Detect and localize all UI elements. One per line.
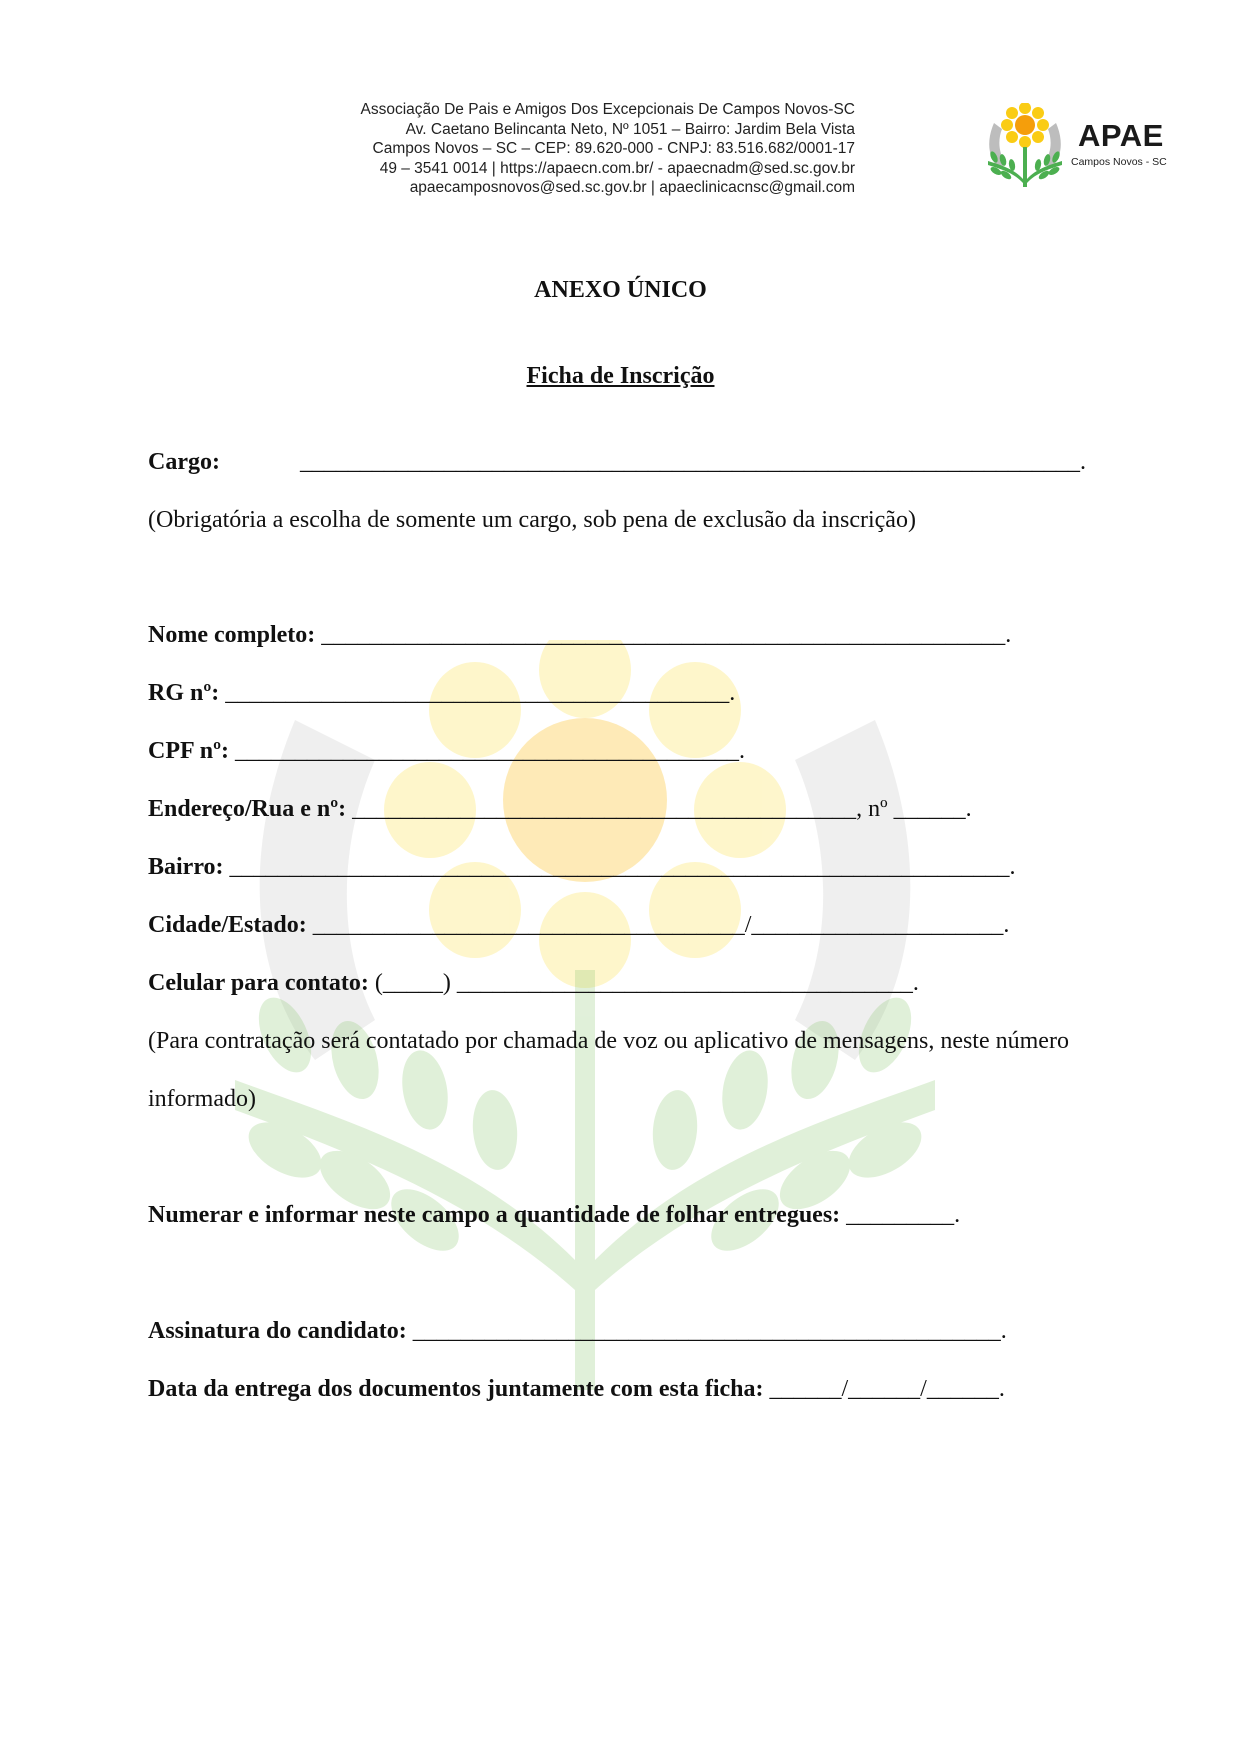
field-folhas[interactable] bbox=[148, 1200, 960, 1230]
field-cidade-estado[interactable] bbox=[148, 910, 1009, 940]
field-bairro-blank[interactable]: _________________________________________________________________. bbox=[223, 854, 1016, 880]
field-cargo-blank[interactable]: _________________________________________________________________. bbox=[299, 449, 1086, 475]
field-data-entrega[interactable] bbox=[148, 1374, 1005, 1404]
field-celular[interactable] bbox=[148, 968, 919, 998]
subtitle-text: Ficha de Inscrição bbox=[526, 363, 715, 389]
header-line-name: Associação De Pais e Amigos Dos Excepcionais De Campos Novos-SC bbox=[360, 101, 855, 118]
field-nome[interactable] bbox=[148, 620, 1011, 650]
apae-logo-text: APAE bbox=[1078, 118, 1164, 153]
field-assinatura-label: Assinatura do candidato: bbox=[148, 1318, 407, 1344]
apae-logo-subtext: Campos Novos - SC bbox=[1071, 156, 1167, 168]
field-endereco[interactable] bbox=[148, 794, 972, 824]
document-subtitle bbox=[0, 361, 1241, 391]
field-assinatura[interactable] bbox=[148, 1316, 1007, 1346]
field-celular-blank[interactable]: (_____) ______________________________________. bbox=[368, 970, 919, 996]
header-line-address: Av. Caetano Belincanta Neto, Nº 1051 – Bairro: Jardim Bela Vista bbox=[405, 120, 855, 138]
celular-note-line-2: informado) bbox=[148, 1086, 256, 1112]
document-title: ANEXO ÚNICO bbox=[534, 277, 707, 303]
header-line-city: Campos Novos – SC – CEP: 89.620-000 - CNPJ: 83.516.682/0001-17 bbox=[372, 140, 855, 157]
field-folhas-blank[interactable]: _________. bbox=[840, 1202, 961, 1228]
field-cargo[interactable] bbox=[148, 447, 1086, 477]
field-celular-label: Celular para contato: bbox=[148, 970, 369, 996]
field-assinatura-blank[interactable]: _________________________________________________. bbox=[406, 1318, 1007, 1344]
field-rg-label: RG nº: bbox=[148, 680, 220, 706]
field-rg-blank[interactable]: __________________________________________. bbox=[219, 680, 736, 706]
header-line-contact: 49 – 3541 0014 | https://apaecn.com.br/ - apaecnadm@sed.sc.gov.br bbox=[379, 159, 855, 177]
field-cpf[interactable] bbox=[148, 736, 745, 766]
apae-logo-icon bbox=[986, 103, 1064, 187]
field-cpf-label: CPF nº: bbox=[148, 738, 230, 764]
institution-header bbox=[361, 100, 856, 198]
field-cidade-blank[interactable]: ____________________________________/_____________________. bbox=[306, 912, 1010, 938]
field-endereco-label: Endereço/Rua e nº: bbox=[148, 796, 347, 822]
field-cargo-label: Cargo: bbox=[148, 449, 220, 475]
field-bairro-label: Bairro: bbox=[148, 854, 224, 880]
header-line-emails: apaecamposnovos@sed.sc.gov.br | apaeclinicacnsc@gmail.com bbox=[409, 179, 855, 196]
celular-note-line-1: (Para contratação será contatado por chamada de voz ou aplicativo de mensagens, neste número bbox=[148, 1028, 1069, 1054]
field-data-blank[interactable]: ______/______/______. bbox=[763, 1376, 1005, 1402]
field-rg[interactable] bbox=[148, 678, 735, 708]
field-bairro[interactable] bbox=[148, 852, 1016, 882]
cargo-note: (Obrigatória a escolha de somente um cargo, sob pena de exclusão da inscrição) bbox=[148, 507, 916, 533]
field-folhas-label: Numerar e informar neste campo a quantidade de folhar entregues: bbox=[148, 1202, 841, 1228]
field-nome-label: Nome completo: bbox=[148, 622, 316, 648]
field-endereco-blank[interactable]: __________________________________________, nº ______. bbox=[346, 796, 972, 822]
field-cidade-label: Cidade/Estado: bbox=[148, 912, 307, 938]
field-data-label: Data da entrega dos documentos juntamente com esta ficha: bbox=[148, 1376, 764, 1402]
field-nome-blank[interactable]: _________________________________________________________. bbox=[315, 622, 1012, 648]
field-cpf-blank[interactable]: __________________________________________. bbox=[229, 738, 746, 764]
